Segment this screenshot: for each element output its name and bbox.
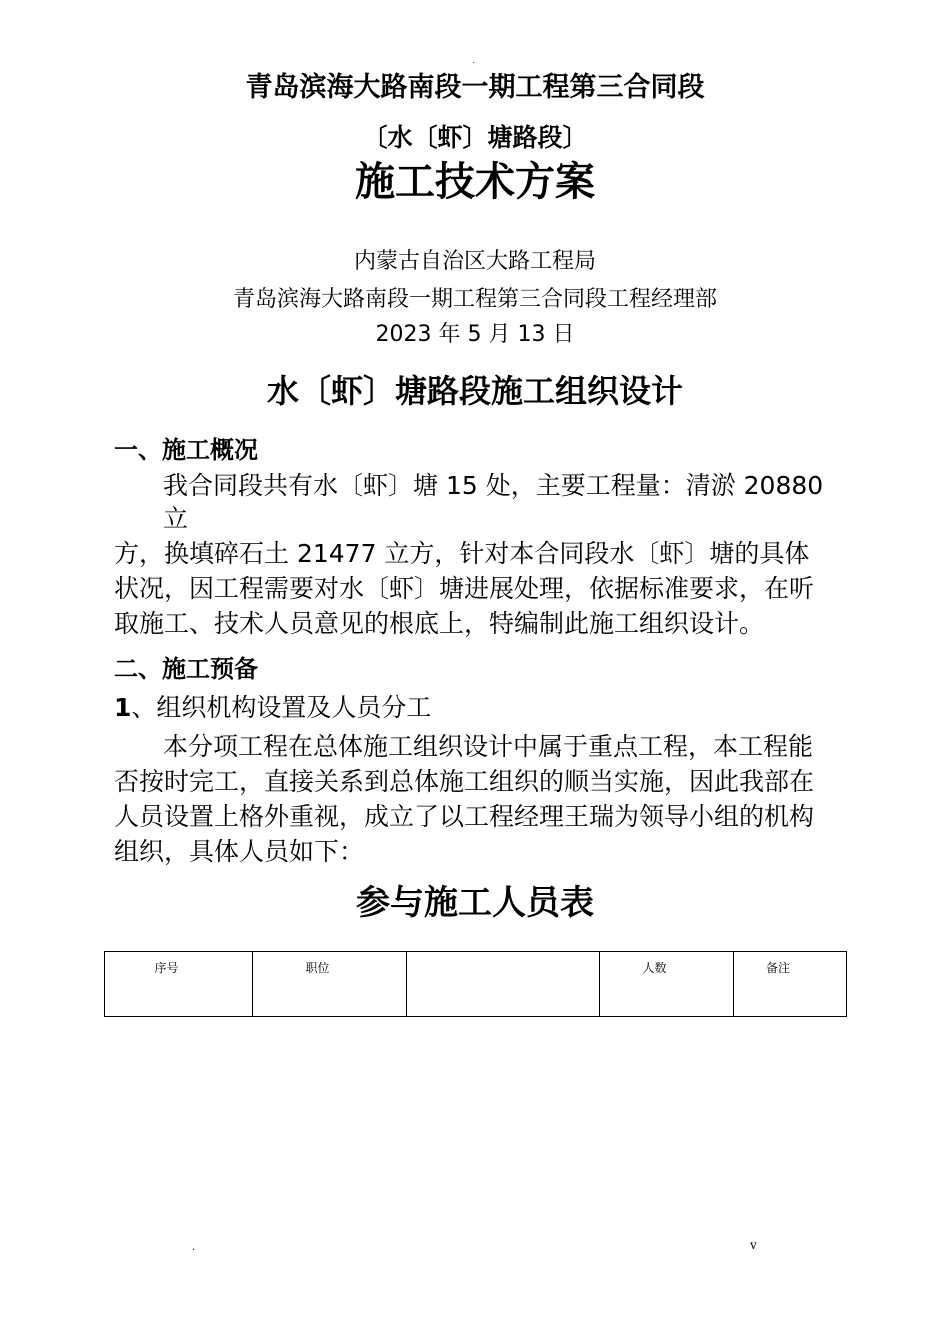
section1-line2: 立 [163, 504, 189, 533]
subheading-text: 、组织机构设置及人员分工 [131, 693, 432, 722]
section1-line1: 我合同段共有水〔虾〕塘 15 处，主要工程量：清淤 20880 [163, 471, 824, 500]
section2-line3: 人员设置上格外重视，成立了以工程经理王瑞为领导小组的机构 [114, 802, 815, 831]
footer-dot-mark: . [192, 1242, 196, 1253]
subheading-number: 1 [114, 693, 132, 722]
section2-line2: 否按时完工，直接关系到总体施工组织的顺当实施，因此我部在 [114, 767, 815, 796]
top-dot-mark: . [472, 56, 475, 65]
table-header-position [253, 952, 407, 1017]
section2-subheading [114, 691, 431, 725]
organization-line2: 青岛滨海大路南段一期工程第三合同段工程经理部 [232, 287, 717, 312]
cover-title-line1: 青岛滨海大路南段一期工程第三合同段 [245, 72, 705, 103]
table-header-count [600, 952, 734, 1017]
footer-v-mark: v [750, 1238, 757, 1252]
section1-line4: 状况，因工程需要对水〔虾〕塘进展处理，依据标准要求，在听 [114, 574, 815, 603]
section1-line5: 取施工、技术人员意见的根底上，特编制此施工组织设计。 [114, 609, 765, 638]
organization-line1: 内蒙古自治区大路工程局 [353, 249, 596, 274]
document-title: 水〔虾〕塘路段施工组织设计 [266, 372, 683, 410]
table-row [105, 952, 847, 1017]
staff-table [104, 951, 847, 1017]
section2-heading: 二、施工预备 [114, 655, 258, 683]
header-position-label: 职位 [305, 961, 330, 975]
header-seq-label: 序号 [154, 961, 179, 975]
header-count-label: 人数 [642, 961, 667, 975]
document-date: 2023 年 5 月 13 日 [375, 322, 575, 347]
table-header-blank [407, 952, 600, 1017]
section1-line3: 方，换填碎石土 21477 立方，针对本合同段水〔虾〕塘的具体 [114, 539, 810, 568]
table-header-remarks [734, 952, 847, 1017]
cover-title-line2: 〔水〔虾〕塘路段〕 [362, 123, 588, 152]
section2-line1: 本分项工程在总体施工组织设计中属于重点工程，本工程能 [163, 732, 814, 761]
staff-table-title: 参与施工人员表 [356, 883, 594, 923]
section2-line4: 组织，具体人员如下： [114, 837, 365, 866]
section1-heading: 一、施工概况 [114, 436, 258, 464]
header-remarks-label: 备注 [765, 961, 790, 975]
table-header-seq [105, 952, 253, 1017]
cover-title-line3: 施工技术方案 [355, 159, 595, 205]
